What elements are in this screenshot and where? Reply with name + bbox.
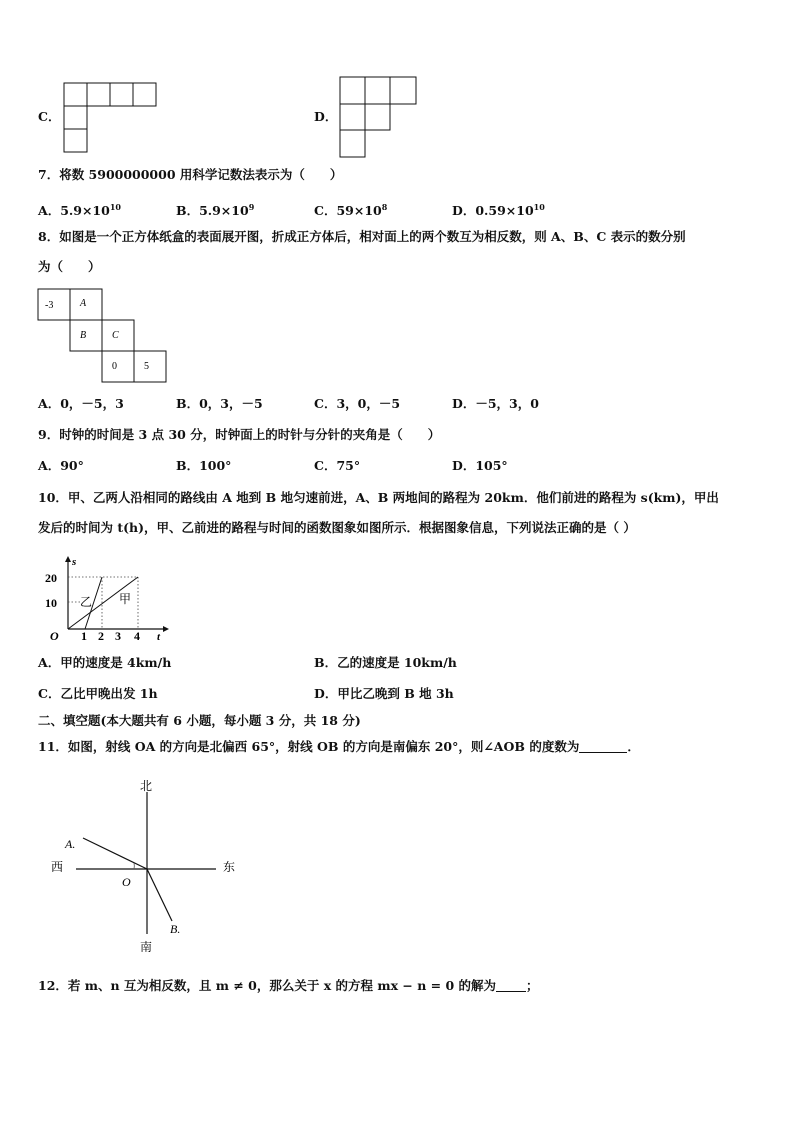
graph-y-tick-10: 10 xyxy=(45,596,57,610)
q9-stem: 9．时钟的时间是 3 点 30 分，时钟面上的时针与分针的夹角是（ ） xyxy=(38,427,441,442)
compass-diagram xyxy=(46,778,246,958)
q9-option-b: B．100° xyxy=(176,458,232,473)
compass-point-o: O xyxy=(122,875,131,889)
q7-option-b: B．$5.9\times 10^9$ xyxy=(176,202,255,218)
q8-option-d: D．－5，3，0 xyxy=(452,396,539,411)
net-cell-2: A xyxy=(80,298,87,309)
q7-option-c: C．$59\times 10^8$ xyxy=(314,202,388,218)
compass-south: 南 xyxy=(140,940,153,954)
q8-option-c: C．3，0，－5 xyxy=(314,396,401,411)
graph-label-jia: 甲 xyxy=(119,592,132,606)
graph-x-label: t xyxy=(157,631,161,642)
compass-west: 西 xyxy=(51,860,64,874)
q11-stem: 11．如图，射线 OA 的方向是北偏西 65°，射线 OB 的方向是南偏东 20°，则∠AOB 的度数为 ． xyxy=(38,739,640,754)
q8-option-a: A．0，－5，3 xyxy=(38,396,124,411)
graph-x-tick-1: 1 xyxy=(81,629,87,642)
q12-answer-blank[interactable] xyxy=(496,979,526,992)
net-cell-4: C xyxy=(112,330,119,341)
q10-stem-line2: 发后的时间为 t(h)，甲、乙前进的路程与时间的函数图象如图所示．根据图象信息，下列说法正确的是（ ） xyxy=(38,520,636,535)
q11-answer-blank[interactable] xyxy=(579,740,627,753)
q10-stem-line1: 10．甲、乙两人沿相同的路线由 A 地到 B 地匀速前进，A、B 两地间的路程为 20km．他们前进的路程为 s(km)，甲出 xyxy=(38,490,719,505)
q7-stem: 7．将数 5900000000 用科学记数法表示为（ ） xyxy=(38,167,343,182)
option-c-label: C． xyxy=(38,109,61,124)
net-cell-6: 5 xyxy=(144,361,149,372)
option-c-figure xyxy=(60,80,160,154)
graph-x-tick-3: 3 xyxy=(115,629,121,642)
graph-y-label: s xyxy=(72,556,77,568)
q10-option-a: A．甲的速度是 4km/h xyxy=(38,655,172,670)
compass-east: 东 xyxy=(223,860,236,874)
q9-option-c: C．75° xyxy=(314,458,361,473)
q9-option-a: A．90° xyxy=(38,458,84,473)
option-d-label: D． xyxy=(314,109,338,124)
q9-option-d: D．105° xyxy=(452,458,508,473)
compass-point-a: A. xyxy=(65,837,76,851)
compass-point-b: B. xyxy=(170,922,181,936)
q8-stem-line2: 为（ ） xyxy=(38,259,101,274)
graph-y-tick-20: 20 xyxy=(45,571,57,585)
distance-time-graph xyxy=(40,554,170,642)
net-cell-1: -3 xyxy=(45,300,54,311)
graph-label-yi: 乙 xyxy=(80,595,93,609)
q10-option-b: B．乙的速度是 10km/h xyxy=(314,655,457,670)
q7-option-a: A．$5.9\times 10^{10}$ xyxy=(38,202,121,218)
q10-option-d: D．甲比乙晚到 B 地 3h xyxy=(314,686,454,701)
q12-stem: 12．若 m、n 互为相反数，且 m ≠ 0，那么关于 x 的方程 mx − n = 0 的解为 ； xyxy=(38,978,539,993)
graph-origin: O xyxy=(50,629,59,642)
option-d-figure xyxy=(336,75,420,159)
q8-option-b: B．0，3，－5 xyxy=(176,396,263,411)
q7-option-d: D．$0.59\times 10^{10}$ xyxy=(452,202,545,218)
graph-x-tick-2: 2 xyxy=(98,629,104,642)
compass-north: 北 xyxy=(140,779,153,793)
cube-net-figure xyxy=(36,287,170,385)
net-cell-3: B xyxy=(80,330,87,341)
section-heading: 二、填空题(本大题共有 6 小题，每小题 3 分，共 18 分) xyxy=(38,713,361,728)
net-cell-5: 0 xyxy=(112,361,117,372)
q8-stem-line1: 8．如图是一个正方体纸盒的表面展开图，折成正方体后，相对面上的两个数互为相反数，则 A、B、C 表示的数分别 xyxy=(38,229,686,244)
q10-option-c: C．乙比甲晚出发 1h xyxy=(38,686,158,701)
graph-x-tick-4: 4 xyxy=(134,629,140,642)
